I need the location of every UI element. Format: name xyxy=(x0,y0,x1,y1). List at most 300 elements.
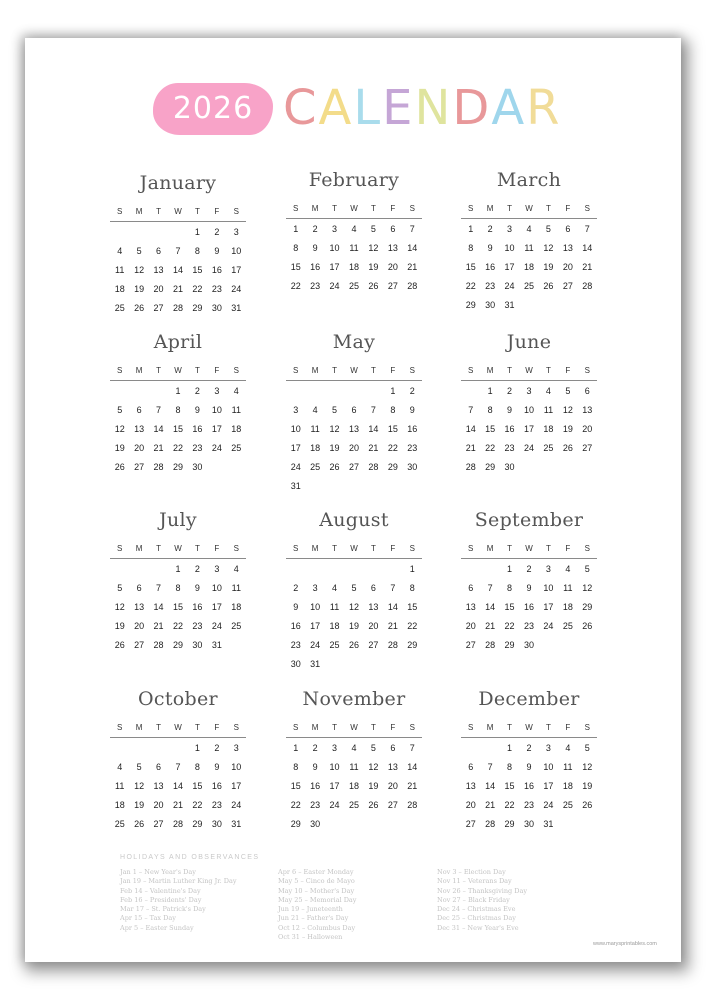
day-cell: 24 xyxy=(231,800,242,810)
day-cell: 14 xyxy=(582,243,593,253)
empty-day xyxy=(149,223,168,242)
day-cell: 28 xyxy=(387,640,398,650)
day-cell: 8 xyxy=(194,762,200,772)
day-cell: 5 xyxy=(370,743,376,753)
empty-day xyxy=(480,560,499,579)
day-cell: 3 xyxy=(332,224,338,234)
day-cell: 17 xyxy=(329,262,340,272)
day-cell: 19 xyxy=(134,800,145,810)
day-cell: 27 xyxy=(134,640,145,650)
day-cell: 16 xyxy=(310,262,321,272)
day-cell: 6 xyxy=(565,224,571,234)
empty-day xyxy=(168,223,187,242)
day-cell: 29 xyxy=(504,819,515,829)
weekday-label: T xyxy=(194,207,200,216)
day-cell: 22 xyxy=(172,443,183,453)
day-cell: 8 xyxy=(194,246,200,256)
empty-day xyxy=(110,382,129,401)
weekday-label: S xyxy=(584,723,590,732)
day-cell: 27 xyxy=(387,800,398,810)
day-cell: 26 xyxy=(114,640,125,650)
day-cell: 28 xyxy=(153,462,164,472)
day-cell: 17 xyxy=(211,602,222,612)
day-cell: 2 xyxy=(214,227,220,237)
day-cell: 19 xyxy=(348,621,359,631)
day-cell: 27 xyxy=(134,462,145,472)
day-cell: 15 xyxy=(504,781,515,791)
day-cell: 30 xyxy=(192,640,203,650)
day-grid xyxy=(286,739,422,834)
weekday-label: S xyxy=(409,723,415,732)
day-cell: 11 xyxy=(563,583,573,593)
weekday-label: T xyxy=(332,366,337,375)
day-cell: 18 xyxy=(562,602,573,612)
holiday-item: Mar 17 – St. Patrick's Day xyxy=(120,905,206,914)
day-cell: 8 xyxy=(175,583,181,593)
weekday-label: M xyxy=(486,723,494,732)
day-cell: 1 xyxy=(293,743,299,753)
weekday-label: T xyxy=(507,544,512,553)
day-cell: 4 xyxy=(312,405,318,415)
day-cell: 1 xyxy=(175,386,181,396)
empty-day xyxy=(344,382,363,401)
day-cell: 24 xyxy=(543,621,554,631)
weekday-label: T xyxy=(545,204,551,213)
day-cell: 24 xyxy=(543,800,554,810)
day-cell: 3 xyxy=(233,227,239,237)
day-cell: 18 xyxy=(310,443,321,453)
day-cell: 24 xyxy=(231,284,242,294)
day-cell: 19 xyxy=(114,621,125,631)
day-cell: 23 xyxy=(192,621,203,631)
holidays-heading: HOLIDAYS AND OBSERVANCES xyxy=(120,854,260,861)
day-cell: 5 xyxy=(117,405,123,415)
day-cell: 21 xyxy=(368,443,379,453)
day-cell: 7 xyxy=(175,762,181,772)
empty-day xyxy=(305,560,324,579)
day-cell: 27 xyxy=(153,819,164,829)
day-cell: 29 xyxy=(504,640,515,650)
weekday-label: W xyxy=(174,544,182,553)
weekday-label: F xyxy=(565,723,571,732)
weekday-label: M xyxy=(311,723,319,732)
day-grid xyxy=(110,382,246,477)
day-grid xyxy=(286,382,422,496)
day-grid xyxy=(110,739,246,834)
weekday-label: T xyxy=(370,204,376,213)
day-cell: 20 xyxy=(465,800,476,810)
day-cell: 2 xyxy=(409,386,415,396)
day-cell: 22 xyxy=(290,281,301,291)
day-cell: 19 xyxy=(543,262,554,272)
day-cell: 21 xyxy=(485,800,496,810)
day-cell: 19 xyxy=(562,424,573,434)
day-cell: 14 xyxy=(368,424,379,434)
day-cell: 4 xyxy=(233,386,239,396)
day-cell: 1 xyxy=(175,564,181,574)
holiday-item: Apr 15 – Tax Day xyxy=(120,914,176,923)
day-grid xyxy=(286,220,422,296)
day-cell: 25 xyxy=(329,640,340,650)
day-cell: 10 xyxy=(231,246,242,256)
empty-day xyxy=(461,739,480,758)
day-cell: 31 xyxy=(290,481,301,491)
day-cell: 6 xyxy=(156,246,162,256)
holiday-item: Jun 19 – Juneteenth xyxy=(278,905,343,914)
day-cell: 26 xyxy=(543,281,554,291)
weekday-label: T xyxy=(545,544,551,553)
day-cell: 11 xyxy=(115,781,125,791)
weekday-header xyxy=(110,543,246,559)
empty-day xyxy=(149,382,168,401)
empty-day xyxy=(364,382,383,401)
day-cell: 17 xyxy=(329,781,340,791)
day-grid xyxy=(110,560,246,655)
day-cell: 14 xyxy=(407,243,418,253)
weekday-label: F xyxy=(390,544,396,553)
day-cell: 28 xyxy=(485,640,496,650)
weekday-label: T xyxy=(370,723,376,732)
weekday-label: T xyxy=(332,723,337,732)
weekday-label: M xyxy=(311,366,319,375)
day-cell: 17 xyxy=(290,443,301,453)
day-cell: 19 xyxy=(114,443,125,453)
day-cell: 20 xyxy=(134,621,145,631)
holiday-item: May 25 – Memorial Day xyxy=(278,895,357,904)
day-cell: 23 xyxy=(310,800,321,810)
day-cell: 25 xyxy=(114,303,125,313)
weekday-label: S xyxy=(468,544,474,553)
day-cell: 30 xyxy=(310,819,321,829)
day-cell: 29 xyxy=(465,300,476,310)
weekday-label: S xyxy=(293,723,299,732)
day-cell: 14 xyxy=(387,602,398,612)
holiday-item: May 5 – Cinco de Mayo xyxy=(278,877,355,886)
day-cell: 15 xyxy=(192,265,203,275)
day-cell: 15 xyxy=(465,262,476,272)
day-cell: 27 xyxy=(582,443,593,453)
weekday-label: M xyxy=(135,723,143,732)
day-cell: 16 xyxy=(211,781,222,791)
weekday-label: T xyxy=(370,366,376,375)
title-letter: E xyxy=(382,80,415,136)
day-cell: 31 xyxy=(504,300,515,310)
day-cell: 10 xyxy=(310,602,321,612)
weekday-label: T xyxy=(194,544,200,553)
day-cell: 9 xyxy=(214,246,220,256)
weekday-label: W xyxy=(350,723,358,732)
day-cell: 1 xyxy=(468,224,474,234)
day-cell: 13 xyxy=(465,602,476,612)
day-cell: 28 xyxy=(153,640,164,650)
day-cell: 1 xyxy=(507,564,513,574)
day-cell: 14 xyxy=(465,424,476,434)
holiday-item: Jan 19 – Martin Luther King Jr. Day xyxy=(120,877,237,886)
day-cell: 12 xyxy=(543,243,554,253)
day-cell: 28 xyxy=(172,303,183,313)
day-cell: 17 xyxy=(231,781,242,791)
empty-day xyxy=(461,560,480,579)
day-cell: 22 xyxy=(172,621,183,631)
day-cell: 9 xyxy=(194,583,200,593)
day-cell: 5 xyxy=(584,743,590,753)
day-cell: 21 xyxy=(407,781,418,791)
day-cell: 6 xyxy=(136,405,142,415)
holiday-item: Dec 31 – New Year's Eve xyxy=(437,923,519,932)
weekday-label: T xyxy=(545,723,551,732)
day-cell: 5 xyxy=(351,583,357,593)
day-cell: 29 xyxy=(290,819,301,829)
day-cell: 8 xyxy=(175,405,181,415)
title-letter: A xyxy=(491,80,527,136)
month-name: April xyxy=(153,331,203,353)
day-cell: 26 xyxy=(348,640,359,650)
day-cell: 14 xyxy=(153,424,164,434)
month-december xyxy=(461,684,597,834)
day-cell: 2 xyxy=(194,386,200,396)
holiday-item: Feb 16 – Presidents' Day xyxy=(120,895,202,904)
calendar-sheet xyxy=(25,38,681,962)
weekday-label: F xyxy=(390,204,396,213)
day-cell: 9 xyxy=(526,762,532,772)
holidays-column-1 xyxy=(120,868,237,933)
month-november xyxy=(286,684,422,834)
weekday-label: T xyxy=(545,366,551,375)
holiday-item: Apr 5 – Easter Sunday xyxy=(120,923,194,932)
day-cell: 3 xyxy=(293,405,299,415)
weekday-label: W xyxy=(350,366,358,375)
month-april xyxy=(110,327,246,477)
weekday-label: T xyxy=(156,207,161,216)
day-cell: 18 xyxy=(562,781,573,791)
day-cell: 18 xyxy=(231,424,242,434)
holiday-item: Nov 26 – Thanksgiving Day xyxy=(437,886,528,895)
day-cell: 28 xyxy=(485,819,496,829)
day-cell: 22 xyxy=(504,621,515,631)
day-cell: 16 xyxy=(485,262,496,272)
holiday-item: May 10 – Mother's Day xyxy=(278,886,355,895)
weekday-label: W xyxy=(350,204,358,213)
empty-day xyxy=(344,560,363,579)
weekday-label: W xyxy=(350,544,358,553)
day-cell: 19 xyxy=(134,284,145,294)
empty-day xyxy=(286,560,305,579)
day-cell: 1 xyxy=(390,386,396,396)
day-cell: 7 xyxy=(409,743,415,753)
day-cell: 5 xyxy=(565,386,571,396)
day-cell: 15 xyxy=(504,602,515,612)
empty-day xyxy=(383,560,402,579)
day-cell: 20 xyxy=(153,284,164,294)
day-cell: 28 xyxy=(465,462,476,472)
empty-day xyxy=(480,739,499,758)
day-cell: 17 xyxy=(231,265,242,275)
weekday-label: S xyxy=(409,204,415,213)
empty-day xyxy=(305,382,324,401)
day-cell: 1 xyxy=(487,386,493,396)
weekday-label: S xyxy=(468,366,474,375)
day-cell: 8 xyxy=(409,583,415,593)
day-cell: 2 xyxy=(507,386,513,396)
day-cell: 20 xyxy=(368,621,379,631)
day-cell: 18 xyxy=(523,262,534,272)
weekday-label: M xyxy=(135,544,143,553)
holiday-item: Jan 1 – New Year's Day xyxy=(120,868,196,876)
month-october xyxy=(110,684,246,834)
day-cell: 20 xyxy=(465,621,476,631)
month-name: July xyxy=(159,509,197,531)
day-cell: 1 xyxy=(293,224,299,234)
month-march xyxy=(461,165,597,315)
weekday-label: T xyxy=(332,204,337,213)
day-cell: 20 xyxy=(387,262,398,272)
weekday-label: S xyxy=(117,366,123,375)
weekday-header xyxy=(286,543,422,559)
day-cell: 15 xyxy=(485,424,496,434)
weekday-header xyxy=(286,365,422,381)
day-cell: 15 xyxy=(387,424,398,434)
day-cell: 25 xyxy=(114,819,125,829)
day-cell: 23 xyxy=(504,443,515,453)
day-cell: 12 xyxy=(114,602,125,612)
day-cell: 12 xyxy=(348,602,359,612)
day-cell: 5 xyxy=(136,246,142,256)
day-cell: 11 xyxy=(543,405,554,415)
month-name: February xyxy=(308,169,400,191)
day-cell: 14 xyxy=(172,265,183,275)
day-cell: 10 xyxy=(543,762,554,772)
day-cell: 10 xyxy=(543,583,554,593)
weekday-label: S xyxy=(468,204,474,213)
day-grid xyxy=(286,560,422,674)
day-cell: 3 xyxy=(526,386,532,396)
weekday-label: S xyxy=(233,723,239,732)
weekday-label: T xyxy=(507,366,512,375)
holiday-item: Oct 12 – Columbus Day xyxy=(278,923,356,932)
holiday-item: Feb 14 – Valentine's Day xyxy=(120,886,201,895)
day-cell: 20 xyxy=(387,781,398,791)
empty-day xyxy=(149,739,168,758)
title-letter: C xyxy=(283,80,319,136)
day-cell: 30 xyxy=(523,640,534,650)
day-cell: 6 xyxy=(351,405,357,415)
day-cell: 27 xyxy=(368,640,379,650)
day-cell: 18 xyxy=(114,284,125,294)
day-cell: 29 xyxy=(192,819,203,829)
day-cell: 21 xyxy=(153,443,164,453)
day-cell: 25 xyxy=(231,443,242,453)
day-cell: 15 xyxy=(290,781,301,791)
day-cell: 14 xyxy=(172,781,183,791)
day-cell: 11 xyxy=(563,762,573,772)
day-cell: 21 xyxy=(582,262,593,272)
day-cell: 11 xyxy=(329,602,340,612)
empty-day xyxy=(364,560,383,579)
day-cell: 26 xyxy=(114,462,125,472)
day-cell: 11 xyxy=(524,243,534,253)
day-cell: 22 xyxy=(465,281,476,291)
day-cell: 4 xyxy=(526,224,532,234)
day-cell: 9 xyxy=(526,583,532,593)
day-cell: 9 xyxy=(293,602,299,612)
day-cell: 26 xyxy=(329,462,340,472)
weekday-label: F xyxy=(565,366,571,375)
day-cell: 25 xyxy=(543,443,554,453)
weekday-label: T xyxy=(156,366,161,375)
day-cell: 1 xyxy=(194,227,200,237)
title-letter: L xyxy=(353,80,383,136)
day-cell: 6 xyxy=(390,743,396,753)
month-name: June xyxy=(506,331,552,353)
weekday-label: M xyxy=(311,204,319,213)
day-cell: 5 xyxy=(117,583,123,593)
holidays-column-2 xyxy=(278,868,356,942)
weekday-label: S xyxy=(233,544,239,553)
day-cell: 31 xyxy=(543,819,554,829)
day-cell: 17 xyxy=(543,781,554,791)
day-cell: 12 xyxy=(368,243,379,253)
day-cell: 6 xyxy=(156,762,162,772)
weekday-label: T xyxy=(194,723,200,732)
day-cell: 22 xyxy=(387,443,398,453)
weekday-header xyxy=(461,543,597,559)
day-cell: 7 xyxy=(584,224,590,234)
weekday-label: S xyxy=(293,544,299,553)
weekday-header xyxy=(110,206,246,222)
day-cell: 11 xyxy=(231,405,241,415)
month-name: August xyxy=(319,509,389,531)
day-cell: 31 xyxy=(231,303,242,313)
weekday-label: W xyxy=(525,723,533,732)
day-cell: 2 xyxy=(312,743,318,753)
day-cell: 5 xyxy=(545,224,551,234)
day-cell: 13 xyxy=(153,265,164,275)
day-cell: 23 xyxy=(523,800,534,810)
day-cell: 25 xyxy=(562,800,573,810)
day-cell: 30 xyxy=(290,659,301,669)
day-cell: 17 xyxy=(310,621,321,631)
day-grid xyxy=(461,220,597,315)
weekday-label: W xyxy=(525,366,533,375)
day-cell: 7 xyxy=(390,583,396,593)
day-cell: 13 xyxy=(387,243,398,253)
day-cell: 13 xyxy=(348,424,359,434)
day-cell: 13 xyxy=(134,602,145,612)
day-cell: 28 xyxy=(582,281,593,291)
day-cell: 9 xyxy=(312,762,318,772)
day-cell: 10 xyxy=(211,583,222,593)
day-cell: 24 xyxy=(211,443,222,453)
day-cell: 12 xyxy=(562,405,573,415)
weekday-header xyxy=(461,203,597,219)
day-cell: 4 xyxy=(117,762,123,772)
day-cell: 3 xyxy=(545,564,551,574)
day-cell: 2 xyxy=(293,583,299,593)
day-cell: 25 xyxy=(562,621,573,631)
weekday-label: F xyxy=(214,207,220,216)
day-cell: 21 xyxy=(407,262,418,272)
weekday-label: M xyxy=(311,544,319,553)
day-cell: 3 xyxy=(214,386,220,396)
day-cell: 29 xyxy=(172,640,183,650)
day-cell: 27 xyxy=(387,281,398,291)
day-cell: 13 xyxy=(153,781,164,791)
weekday-label: T xyxy=(194,366,200,375)
holiday-item: Nov 27 – Black Friday xyxy=(437,895,510,904)
weekday-label: W xyxy=(525,204,533,213)
day-cell: 18 xyxy=(543,424,554,434)
day-cell: 27 xyxy=(153,303,164,313)
